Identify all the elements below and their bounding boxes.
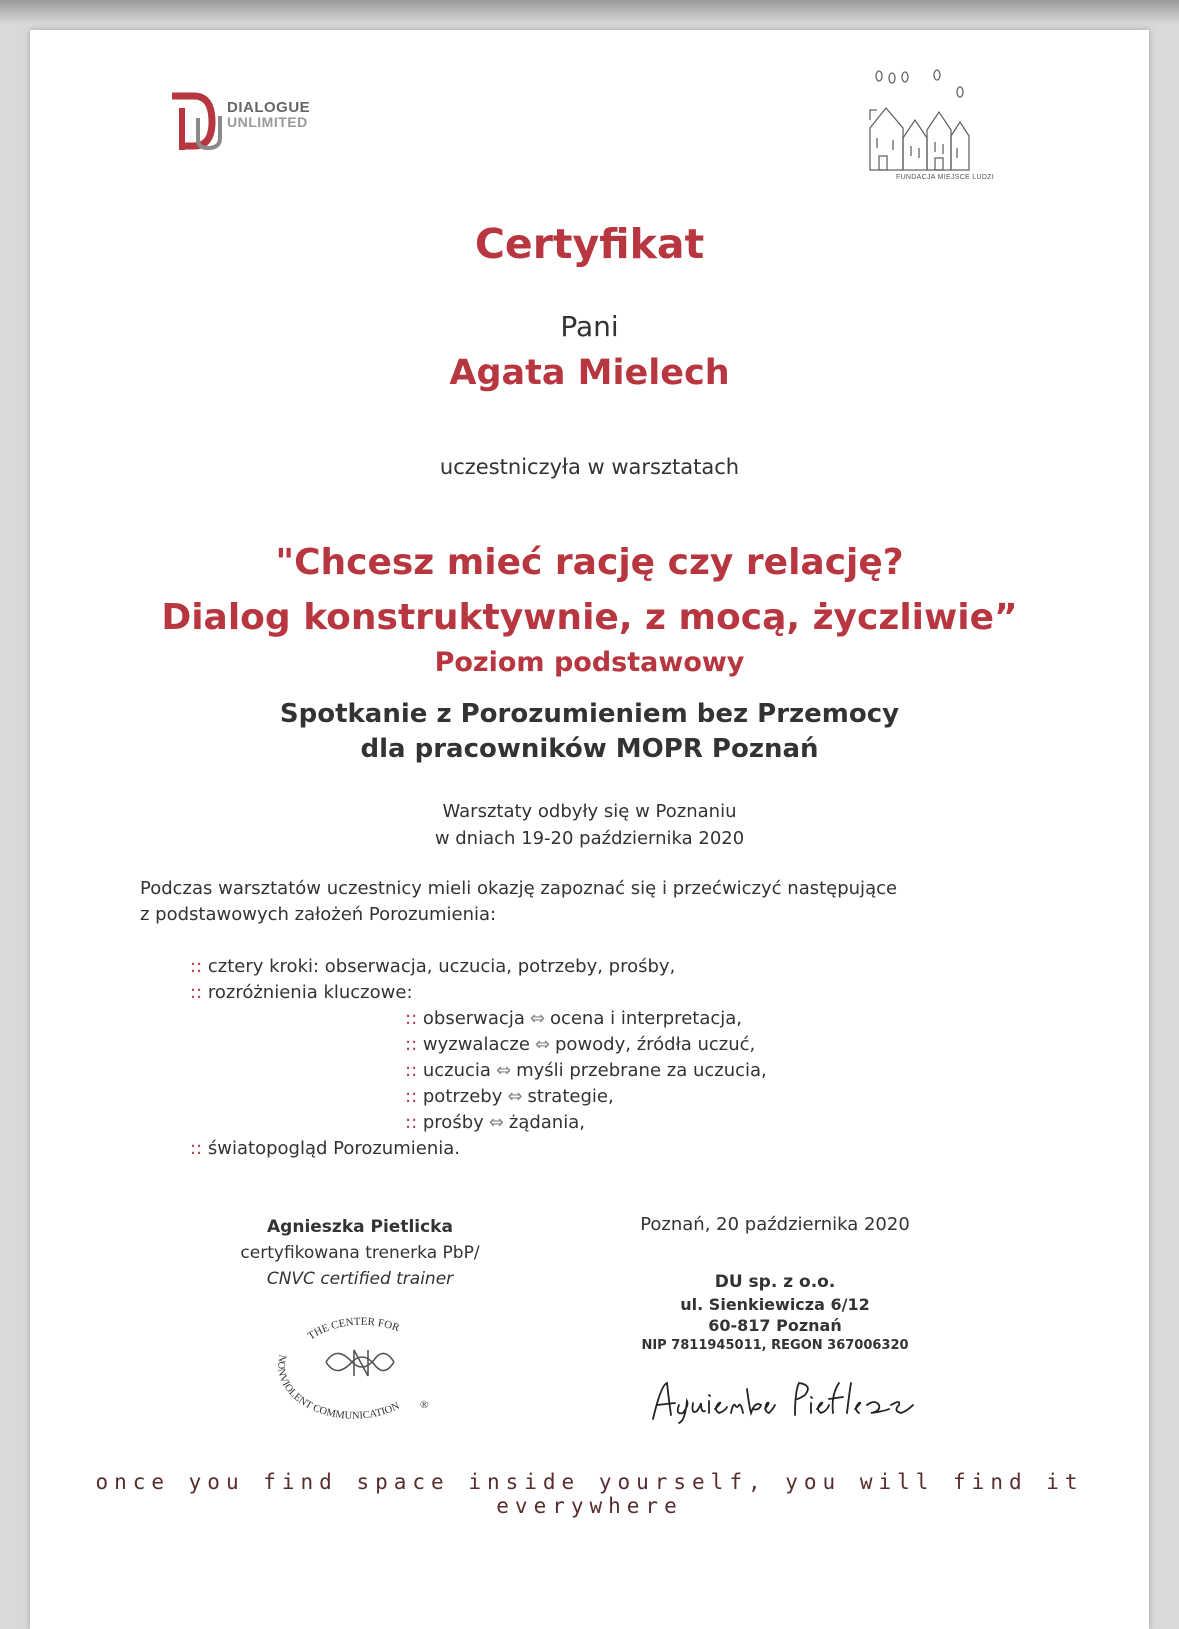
- issue-place-date: Poznań, 20 października 2020: [640, 1214, 910, 1235]
- cnvc-seal-logo: [270, 1300, 450, 1420]
- pair-left: obserwacja: [422, 1008, 525, 1029]
- workshop-level: Poziom podstawowy: [434, 647, 745, 678]
- bullet-marker: ::: [190, 956, 203, 977]
- company-city: 60-817 Poznań: [708, 1316, 842, 1335]
- company-details: [600, 1270, 950, 1356]
- intro-line1: Podczas warsztatów uczestnicy mieli okazję zapoznać się i przećwiczyć następujące: [140, 878, 898, 899]
- seal-bottom-text: NONVIOLENT COMMUNICATION: [275, 1353, 402, 1420]
- dialogue-unlimited-wordmark: [227, 100, 310, 130]
- pair-item: [405, 1110, 585, 1136]
- logo-text-bottom: UNLIMITED: [227, 114, 308, 130]
- bullet-marker: ::: [190, 1138, 203, 1159]
- double-arrow-icon: ⇔: [529, 1008, 545, 1029]
- fundacja-logo: [865, 68, 1025, 188]
- bullet-marker: ::: [405, 1112, 418, 1133]
- registered-mark: ®: [420, 1399, 429, 1411]
- seal-top-text: THE CENTER FOR: [305, 1315, 402, 1343]
- pair-left: uczucia: [422, 1060, 491, 1081]
- pair-item: [405, 1084, 614, 1110]
- pair-right: powody, źródła uczuć,: [555, 1034, 756, 1055]
- company-street: ul. Sienkiewicza 6/12: [680, 1295, 870, 1314]
- intro-paragraph: [140, 876, 1020, 928]
- handwritten-signature: [645, 1375, 935, 1425]
- fundacja-caption: FUNDACJA MIEJSCE LUDZI: [896, 174, 994, 181]
- motto: once you find space inside yourself, you will find it everywhere: [95, 1470, 1084, 1518]
- pair-left: wyzwalacze: [422, 1034, 530, 1055]
- pair-right: myśli przebrane za uczucia,: [516, 1060, 767, 1081]
- company-ids: NIP 7811945011, REGON 367006320: [641, 1338, 909, 1353]
- pair-right: żądania,: [508, 1112, 585, 1133]
- workshop-place-date: [30, 798, 1149, 852]
- workshop-title-line1: "Chcesz mieć rację czy relację?: [275, 542, 904, 583]
- intro-line2: z podstawowych założeń Porozumienia:: [140, 904, 497, 925]
- pair-item: [405, 1058, 767, 1084]
- list-item-distinctions: [190, 980, 413, 1006]
- participation-text: uczestniczyła w warsztatach: [439, 455, 740, 479]
- bullet-marker: ::: [405, 1008, 418, 1029]
- trainer-role-pl: certyfikowana trenerka PbP/: [240, 1243, 480, 1263]
- double-arrow-icon: ⇔: [495, 1060, 512, 1081]
- trainer-block: [190, 1214, 530, 1292]
- place-line2: w dniach 19-20 października 2020: [434, 828, 745, 849]
- pair-left: potrzeby: [422, 1086, 503, 1107]
- salutation: Pani: [560, 310, 619, 343]
- meeting-line2: dla pracowników MOPR Poznań: [360, 734, 819, 764]
- list-item-steps: [190, 954, 675, 980]
- certificate-title: Certyfikat: [474, 220, 705, 268]
- workshop-title-line2: Dialog konstruktywnie, z mocą, życzliwie”: [161, 597, 1018, 638]
- company-name: DU sp. z o.o.: [714, 1272, 836, 1292]
- trainer-name: Agnieszka Pietlicka: [267, 1217, 453, 1237]
- top-shadow: [0, 0, 1179, 24]
- bullet-marker: ::: [405, 1086, 418, 1107]
- workshop-title: [30, 535, 1149, 645]
- trainer-role-en: CNVC certified trainer: [266, 1269, 454, 1289]
- houses-icon: [865, 68, 1025, 172]
- meeting-description: [30, 697, 1149, 767]
- pair-item: [405, 1006, 742, 1032]
- double-arrow-icon: ⇔: [507, 1086, 523, 1107]
- place-line1: Warsztaty odbyły się w Poznaniu: [442, 801, 737, 822]
- meeting-line1: Spotkanie z Porozumieniem bez Przemocy: [279, 699, 900, 729]
- pair-left: prośby: [422, 1112, 484, 1133]
- double-arrow-icon: ⇔: [488, 1112, 504, 1133]
- list-item-worldview: [190, 1136, 460, 1162]
- pair-item: [405, 1032, 755, 1058]
- list-item-text: rozróżnienia kluczowe:: [207, 982, 413, 1003]
- recipient-name: Agata Mielech: [449, 353, 730, 393]
- list-item-text: cztery kroki: obserwacja, uczucia, potrzeby, prośby,: [207, 956, 676, 977]
- bullet-marker: ::: [405, 1034, 418, 1055]
- pair-right: strategie,: [527, 1086, 614, 1107]
- list-item-text: światopogląd Porozumienia.: [207, 1138, 460, 1159]
- double-arrow-icon: ⇔: [534, 1034, 550, 1055]
- certificate-page: [30, 30, 1149, 1629]
- bullet-marker: ::: [190, 982, 203, 1003]
- svg-text:NONVIOLENT COMMUNICATION: [275, 1353, 402, 1420]
- bullet-marker: ::: [405, 1060, 418, 1081]
- logo-text-top: DIALOGUE: [227, 99, 311, 116]
- pair-right: ocena i interpretacja,: [549, 1008, 743, 1029]
- svg-text:THE CENTER FOR: [306, 1316, 402, 1343]
